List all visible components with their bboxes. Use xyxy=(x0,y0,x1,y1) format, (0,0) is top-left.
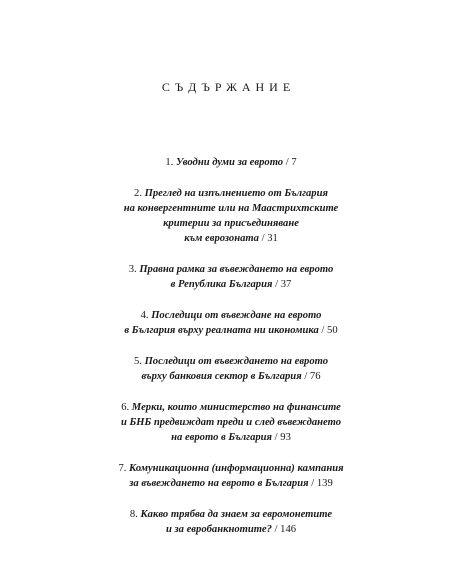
toc-page-number: 31 xyxy=(267,233,278,244)
toc-entry-title: Последици от въвеждане на еврото xyxy=(151,310,322,321)
toc-entry xyxy=(86,155,376,170)
toc-entry-number: 4. xyxy=(140,310,149,321)
toc-page-separator: / xyxy=(311,478,315,489)
toc-entry-title: в България върху реалната ни икономика xyxy=(124,325,319,336)
toc-entry-line xyxy=(86,369,376,384)
toc-entry-number: 5. xyxy=(133,356,142,367)
toc-entry xyxy=(86,262,376,292)
toc-page-separator: / xyxy=(274,432,278,443)
toc-entry-title: Комуникационна (информационна) кампания xyxy=(129,463,344,474)
toc-entry xyxy=(86,308,376,338)
toc-entry xyxy=(86,507,376,537)
toc-entry-line xyxy=(86,430,376,445)
toc-entry-title: Правна рамка за въвеждането на еврото xyxy=(139,264,334,275)
toc-entry-line xyxy=(86,277,376,292)
toc-entry-title: Преглед на изпълнението от България xyxy=(144,188,328,199)
toc-entry-number: 2. xyxy=(134,188,142,199)
toc-entry-title: критерии за присъединяване xyxy=(163,218,299,229)
toc-entry-line xyxy=(86,155,376,170)
toc-page-number: 139 xyxy=(316,478,333,489)
toc-entry-line xyxy=(86,323,376,338)
toc-entry-number: 3. xyxy=(128,264,137,275)
toc-entry-number: 6. xyxy=(121,402,130,413)
toc-entry-title: на конвергентните или на Маастрихтските xyxy=(123,203,339,214)
table-of-contents xyxy=(86,155,376,553)
toc-page-number: 146 xyxy=(280,524,297,535)
toc-page-number: 7 xyxy=(291,157,297,168)
toc-page-separator: / xyxy=(321,325,325,336)
toc-entry-line xyxy=(86,231,376,246)
toc-page-separator: / xyxy=(261,233,265,244)
toc-entry-title: в Република България xyxy=(170,279,273,290)
toc-entry-title: на еврото в България xyxy=(171,432,273,443)
toc-entry-title: Мерки, които министерство на финансите xyxy=(131,402,341,413)
toc-page-number: 76 xyxy=(309,371,321,382)
toc-entry-line xyxy=(86,476,376,491)
toc-entry-line xyxy=(86,354,376,369)
toc-entry-title: Последици от въвеждането на еврото xyxy=(144,356,329,367)
page-title: СЪДЪРЖАНИЕ xyxy=(161,80,296,94)
toc-entry-number: 8. xyxy=(129,509,138,520)
toc-entry-number: 1. xyxy=(165,157,174,168)
toc-entry-title: за въвеждането на еврото в България xyxy=(129,478,309,489)
toc-page-separator: / xyxy=(275,279,279,290)
toc-page-number: 93 xyxy=(280,432,291,443)
toc-entry-title: и БНБ предвиждат преди и след въвеждането xyxy=(120,417,342,428)
toc-entry-line xyxy=(86,201,376,216)
toc-entry-line xyxy=(86,216,376,231)
toc-entry xyxy=(86,400,376,445)
toc-entry-number: 7. xyxy=(118,463,127,474)
toc-entry-line xyxy=(86,522,376,537)
toc-page-separator: / xyxy=(304,371,308,382)
toc-entry xyxy=(86,186,376,246)
toc-page-separator: / xyxy=(285,157,289,168)
toc-entry-line xyxy=(86,262,376,277)
toc-page-number: 37 xyxy=(280,279,292,290)
toc-entry-line xyxy=(86,507,376,522)
toc-entry-title: към еврозоната xyxy=(184,233,259,244)
toc-page-number: 50 xyxy=(327,325,338,336)
toc-page-separator: / xyxy=(274,524,278,535)
toc-entry-line xyxy=(86,415,376,430)
toc-entry-title: Какво трябва да знаем за евромонетите xyxy=(140,509,333,520)
toc-entry-title: Уводни думи за еврото xyxy=(175,157,284,168)
toc-entry-line xyxy=(86,308,376,323)
toc-entry xyxy=(86,354,376,384)
toc-entry-line xyxy=(86,400,376,415)
toc-entry-line xyxy=(86,186,376,201)
toc-entry-title: и за евробанкнотите? xyxy=(165,524,272,535)
toc-entry-line xyxy=(86,461,376,476)
toc-entry xyxy=(86,461,376,491)
toc-entry-title: върху банковия сектор в България xyxy=(141,371,302,382)
